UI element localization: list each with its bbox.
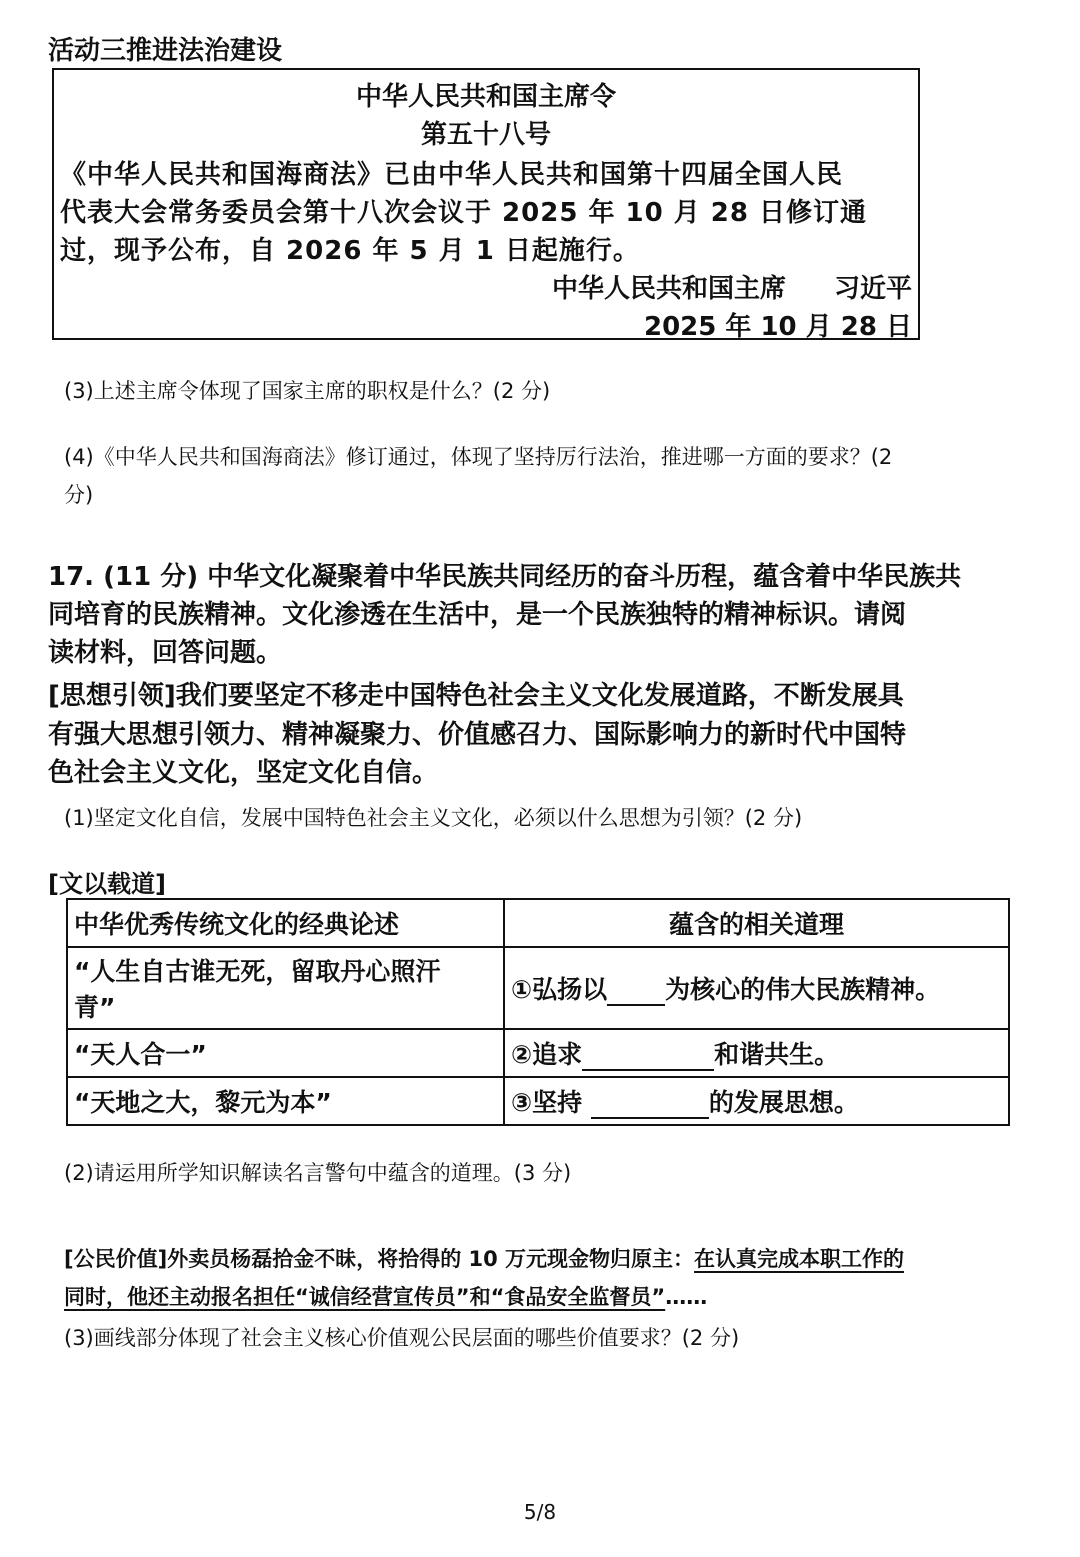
- page-number: 5/8: [523, 1500, 557, 1524]
- order-signature: [552, 268, 912, 305]
- citizen-underlined-part-1: 在认真完成本职工作的: [694, 1247, 905, 1271]
- q17-sub-question-2: (2)请运用所学知识解读名言警句中蕴含的道理。(3 分): [64, 1161, 572, 1185]
- meaning-suffix: 的发展思想。: [708, 1088, 859, 1117]
- meaning-suffix: 为核心的伟大民族精神。: [665, 975, 941, 1004]
- meaning-prefix: ③坚持: [511, 1088, 591, 1117]
- meaning-suffix: 和谐共生。: [714, 1040, 840, 1069]
- question-3-president-power: (3)上述主席令体现了国家主席的职权是什么？(2 分): [64, 379, 551, 403]
- order-date: 2025 年 10 月 28 日: [644, 312, 912, 342]
- citizen-material-suffix: ……: [665, 1285, 708, 1309]
- meaning-prefix: ②追求: [511, 1040, 583, 1069]
- guide-material-line-3: 色社会主义文化，坚定文化自信。: [48, 758, 439, 788]
- table-cell-meaning: [504, 947, 1009, 1029]
- table-cell-quote: [67, 947, 504, 1029]
- table-row: [67, 1029, 1009, 1077]
- answer-blank[interactable]: [591, 1095, 709, 1119]
- q17-intro-line-1: 17. (11 分) 中华文化凝聚着中华民族共同经历的奋斗历程，蕴含着中华民族共: [48, 562, 962, 592]
- q17-intro-line-3: 读材料，回答问题。: [48, 638, 283, 668]
- citizen-material-line-1: [64, 1243, 904, 1273]
- citizen-material-prefix: [公民价值]外卖员杨磊拾金不昧，将拾得的 10 万元现金物归原主：: [64, 1247, 695, 1271]
- table-cell-meaning: [504, 1077, 1009, 1125]
- q17-sub-question-1: (1)坚定文化自信，发展中国特色社会主义文化，必须以什么思想为引领？(2 分): [64, 806, 803, 830]
- section-label-wen-yi-zai-dao: [文以载道]: [48, 870, 166, 898]
- guide-material-line-2: 有强大思想引领力、精神凝聚力、价值感召力、国际影响力的新时代中国特: [48, 720, 907, 750]
- citizen-material-line-2: [64, 1281, 707, 1311]
- meaning-prefix: ①弘扬以: [511, 975, 608, 1004]
- presidential-order-box: [52, 68, 920, 340]
- order-body-line-1: 《中华人民共和国海商法》已由中华人民共和国第十四届全国人民: [60, 160, 844, 190]
- quote-line-2: 青”: [74, 993, 116, 1022]
- table-row: [67, 1077, 1009, 1125]
- table-row: [67, 947, 1009, 1029]
- answer-blank[interactable]: [607, 982, 665, 1006]
- answer-blank[interactable]: [582, 1047, 714, 1071]
- table-header-meaning: 蕴含的相关道理: [504, 899, 1009, 947]
- guide-material-line-1: [思想引领]我们要坚定不移走中国特色社会主义文化发展道路，不断发展具: [48, 681, 904, 711]
- table-cell-meaning: [504, 1029, 1009, 1077]
- table-header-quote: 中华优秀传统文化的经典论述: [67, 899, 504, 947]
- activity-heading: 活动三推进法治建设: [48, 36, 283, 66]
- table-cell-quote: “天地之大，黎元为本”: [67, 1077, 504, 1125]
- q17-sub-question-3: (3)画线部分体现了社会主义核心价值观公民层面的哪些价值要求？(2 分): [64, 1326, 740, 1350]
- q17-intro-line-2: 同培育的民族精神。文化渗透在生活中，是一个民族独特的精神标识。请阅: [48, 600, 907, 630]
- table-cell-quote: “天人合一”: [67, 1029, 504, 1077]
- quote-line-1: “人生自古谁无死，留取丹心照汗: [74, 957, 441, 986]
- order-body-line-3: 过，现予公布，自 2026 年 5 月 1 日起施行。: [60, 236, 640, 266]
- order-body-line-2: 代表大会常务委员会第十八次会议于 2025 年 10 月 28 日修订通: [60, 198, 868, 228]
- order-title: 中华人民共和国主席令: [355, 82, 616, 112]
- table-header-row: [67, 899, 1009, 947]
- order-number: 第五十八号: [420, 120, 551, 150]
- culture-table: [66, 898, 1010, 1126]
- question-4-line-2: 分): [64, 483, 94, 507]
- signer-title: 中华人民共和国主席: [551, 274, 786, 304]
- question-4-line-1: (4)《中华人民共和国海商法》修订通过，体现了坚持厉行法治，推进哪一方面的要求？(2: [64, 445, 893, 469]
- signer-name: 习近平: [833, 274, 912, 304]
- citizen-underlined-part-2: 同时，他还主动报名担任“诚信经营宣传员”和“食品安全监督员”: [64, 1285, 666, 1309]
